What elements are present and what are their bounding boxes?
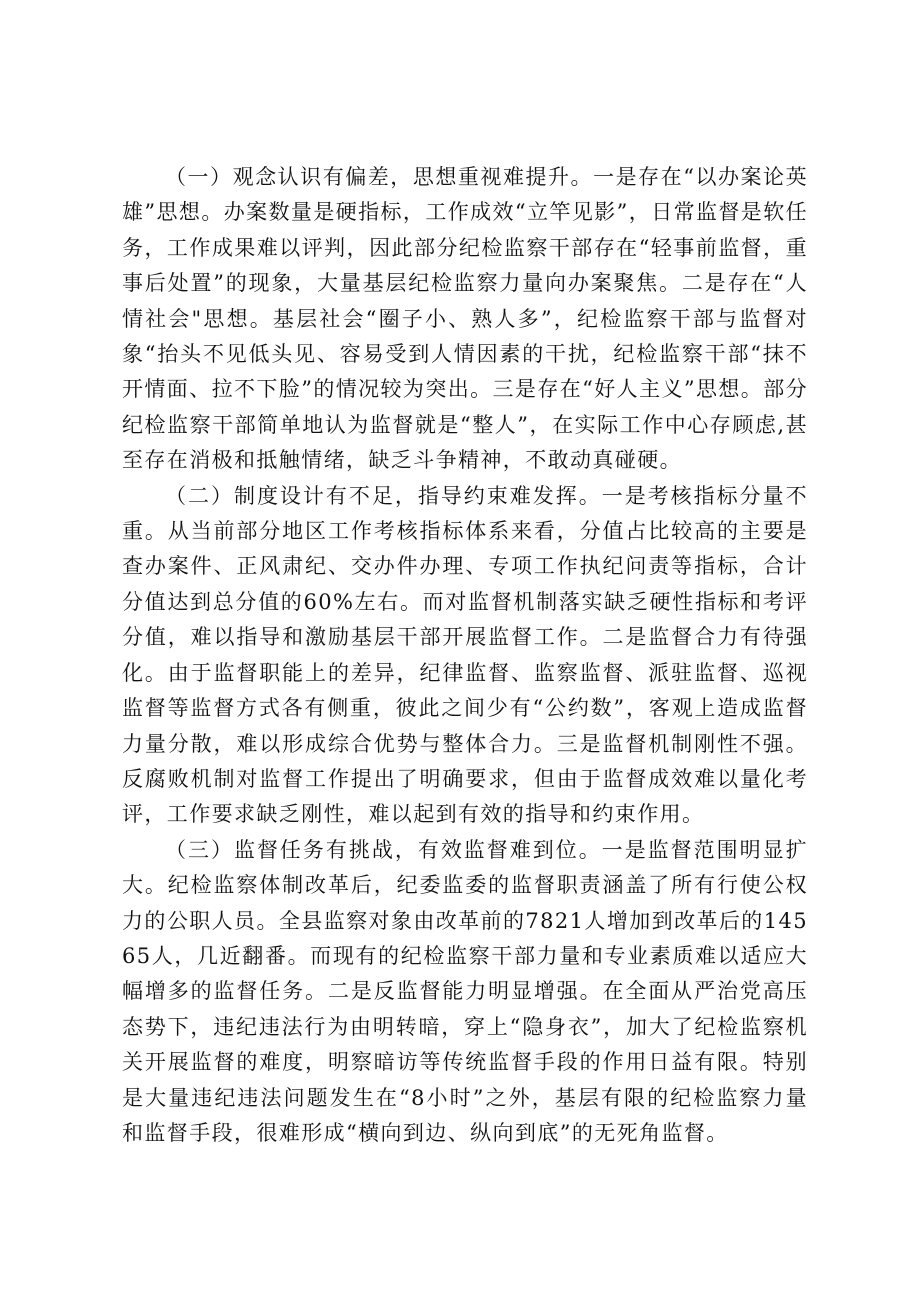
document-body <box>122 160 808 1151</box>
paragraph-1: （一）观念认识有偏差，思想重视难提升。一是存在“以办案论英雄”思想。办案数量是硬指标，工作成效“立竿见影”，日常监督是软任务，工作成果难以评判，因此部分纪检监察干部存在“轻事前监督，重事后处置”的现象，大量基层纪检监察力量向办案聚焦。二是存在“人情社会"思想。基层社会“圈子小、熟人多”，纪检监察干部与监督对象“抬头不见低头见、容易受到人情因素的干扰，纪检监察干部“抹不开情面、拉不下脸”的情况较为突出。三是存在“好人主义”思想。部分纪检监察干部简单地认为监督就是“整人”，在实际工作中心存顾虑,甚至存在消极和抵触情绪，缺乏斗争精神，不敢动真碰硬。 <box>122 165 809 473</box>
paragraph-2: （二）制度设计有不足，指导约束难发挥。一是考核指标分量不重。从当前部分地区工作考核指标体系来看，分值占比较高的主要是查办案件、正风肃纪、交办件办理、专项工作执纪问责等指标，合计分值达到总分值的60%左右。而对监督机制落实缺乏硬性指标和考评分值，难以指导和激励基层干部开展监督工作。二是监督合力有待强化。由于监督职能上的差异，纪律监督、监察监督、派驻监督、巡视监督等监督方式各有侧重，彼此之间少有“公约数”，客观上造成监督力量分散，难以形成综合优势与整体合力。三是监督机制刚性不强。反腐败机制对监督工作提出了明确要求，但由于监督成效难以量化考评，工作要求缺乏刚性，难以起到有效的指导和约束作用。 <box>122 483 808 827</box>
paragraph-3: （三）监督任务有挑战，有效监督难到位。一是监督范围明显扩大。纪检监察体制改革后，纪委监委的监督职责涵盖了所有行使公权力的公职人员。全县监察对象由改革前的7821人增加到改革后的14565人，几近翻番。而现有的纪检监察干部力量和专业素质难以适应大幅增多的监督任务。二是反监督能力明显增强。在全面从严治党高压态势下，违纪违法行为由明转暗，穿上“隐身衣”，加大了纪检监察机关开展监督的难度，明察暗访等传统监督手段的作用日益有限。特别是大量违纪违法问题发生在“8小时”之外，基层有限的纪检监察力量和监督手段，很难形成“横向到边、纵向到底”的无死角监督。 <box>122 837 808 1145</box>
